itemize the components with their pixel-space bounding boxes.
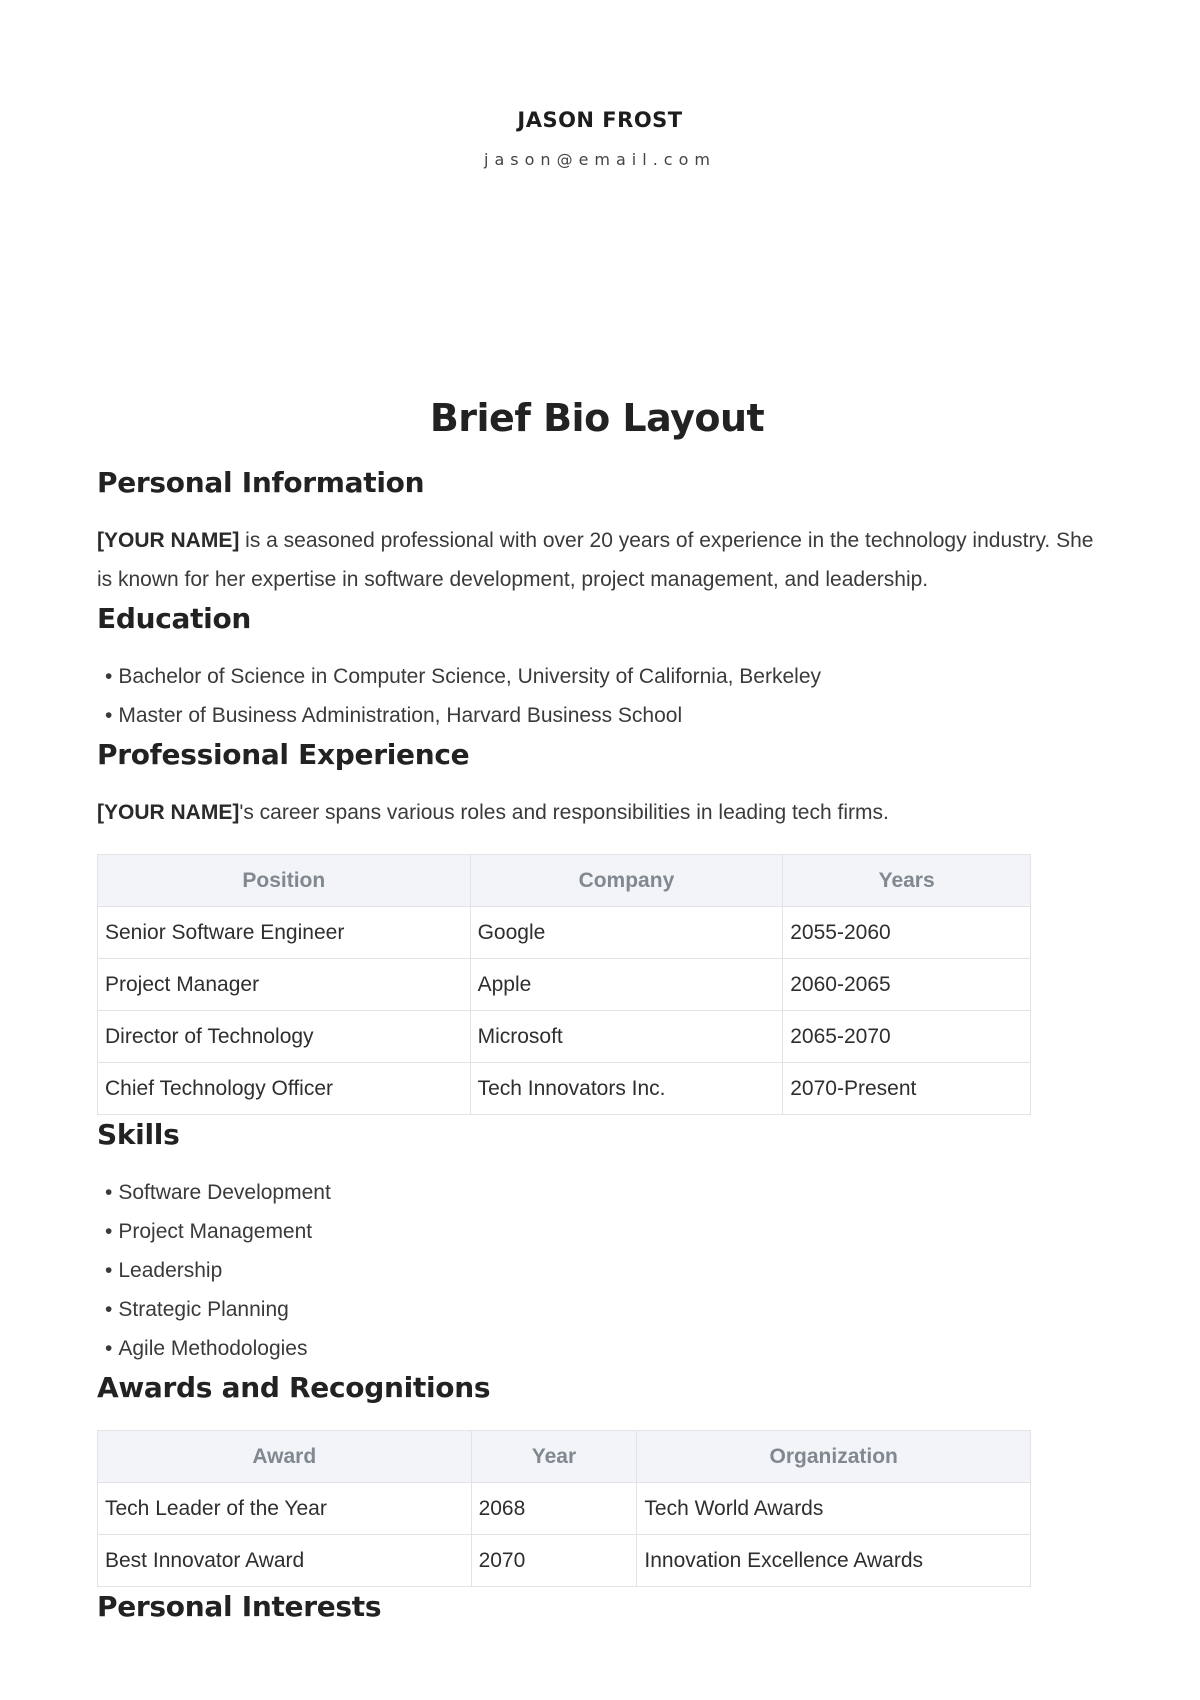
cell-position: Chief Technology Officer	[98, 1063, 471, 1115]
document-title: Brief Bio Layout	[429, 396, 765, 440]
table-row	[98, 1483, 1031, 1535]
list-item: • Bachelor of Science in Computer Science, University of California, Berkeley	[97, 657, 1097, 696]
table-header-row	[98, 855, 1031, 907]
cell-organization: Innovation Excellence Awards	[637, 1535, 1031, 1587]
author-name: JASON FROST	[517, 108, 683, 132]
section-personal-information	[97, 463, 1097, 599]
table-header-row	[98, 1431, 1031, 1483]
cell-company: Apple	[470, 959, 783, 1011]
column-header-award: Award	[98, 1431, 472, 1483]
author-email: jason@email.com	[484, 150, 716, 169]
column-header-organization: Organization	[637, 1431, 1031, 1483]
section-professional-experience	[97, 735, 1097, 1115]
personal-info-paragraph	[97, 521, 1097, 599]
list-item: • Software Development	[97, 1173, 1097, 1212]
cell-company: Google	[470, 907, 783, 959]
section-heading: Skills	[97, 1118, 180, 1151]
cell-years: 2065-2070	[783, 1011, 1031, 1063]
table-row	[98, 959, 1031, 1011]
cell-award: Best Innovator Award	[98, 1535, 472, 1587]
section-personal-interests	[97, 1587, 1097, 1627]
section-heading: Personal Information	[97, 466, 425, 499]
document-body	[97, 395, 1097, 1627]
awards-table	[97, 1430, 1031, 1587]
table-row	[98, 1011, 1031, 1063]
education-list	[97, 657, 1097, 735]
cell-organization: Tech World Awards	[637, 1483, 1031, 1535]
skills-list	[97, 1173, 1097, 1368]
name-placeholder: [YOUR NAME]	[97, 801, 240, 824]
cell-years: 2055-2060	[783, 907, 1031, 959]
section-heading: Professional Experience	[97, 738, 470, 771]
cell-year: 2068	[471, 1483, 637, 1535]
cell-position: Project Manager	[98, 959, 471, 1011]
column-header-company: Company	[470, 855, 783, 907]
list-item: • Strategic Planning	[97, 1290, 1097, 1329]
experience-table	[97, 854, 1031, 1115]
section-awards	[97, 1368, 1097, 1587]
section-heading: Awards and Recognitions	[97, 1371, 491, 1404]
cell-award: Tech Leader of the Year	[98, 1483, 472, 1535]
name-placeholder: [YOUR NAME]	[97, 529, 240, 552]
list-item: • Agile Methodologies	[97, 1329, 1097, 1368]
section-heading: Personal Interests	[97, 1590, 382, 1623]
list-item: • Project Management	[97, 1212, 1097, 1251]
section-education	[97, 599, 1097, 735]
cell-position: Senior Software Engineer	[98, 907, 471, 959]
table-row	[98, 907, 1031, 959]
cell-company: Tech Innovators Inc.	[470, 1063, 783, 1115]
cell-years: 2070-Present	[783, 1063, 1031, 1115]
section-heading: Education	[97, 602, 252, 635]
table-row	[98, 1535, 1031, 1587]
list-item: • Master of Business Administration, Harvard Business School	[97, 696, 1097, 735]
experience-paragraph	[97, 793, 1097, 832]
table-row	[98, 1063, 1031, 1115]
document-header	[0, 108, 1200, 169]
personal-info-text: is a seasoned professional with over 20 years of experience in the technology industry. She is known for her expertise in software development, project management, and leadership.	[97, 529, 1094, 591]
column-header-year: Year	[471, 1431, 637, 1483]
column-header-position: Position	[98, 855, 471, 907]
column-header-years: Years	[783, 855, 1031, 907]
section-skills	[97, 1115, 1097, 1368]
cell-position: Director of Technology	[98, 1011, 471, 1063]
cell-company: Microsoft	[470, 1011, 783, 1063]
cell-years: 2060-2065	[783, 959, 1031, 1011]
cell-year: 2070	[471, 1535, 637, 1587]
experience-text: 's career spans various roles and responsibilities in leading tech firms.	[239, 801, 889, 824]
list-item: • Leadership	[97, 1251, 1097, 1290]
